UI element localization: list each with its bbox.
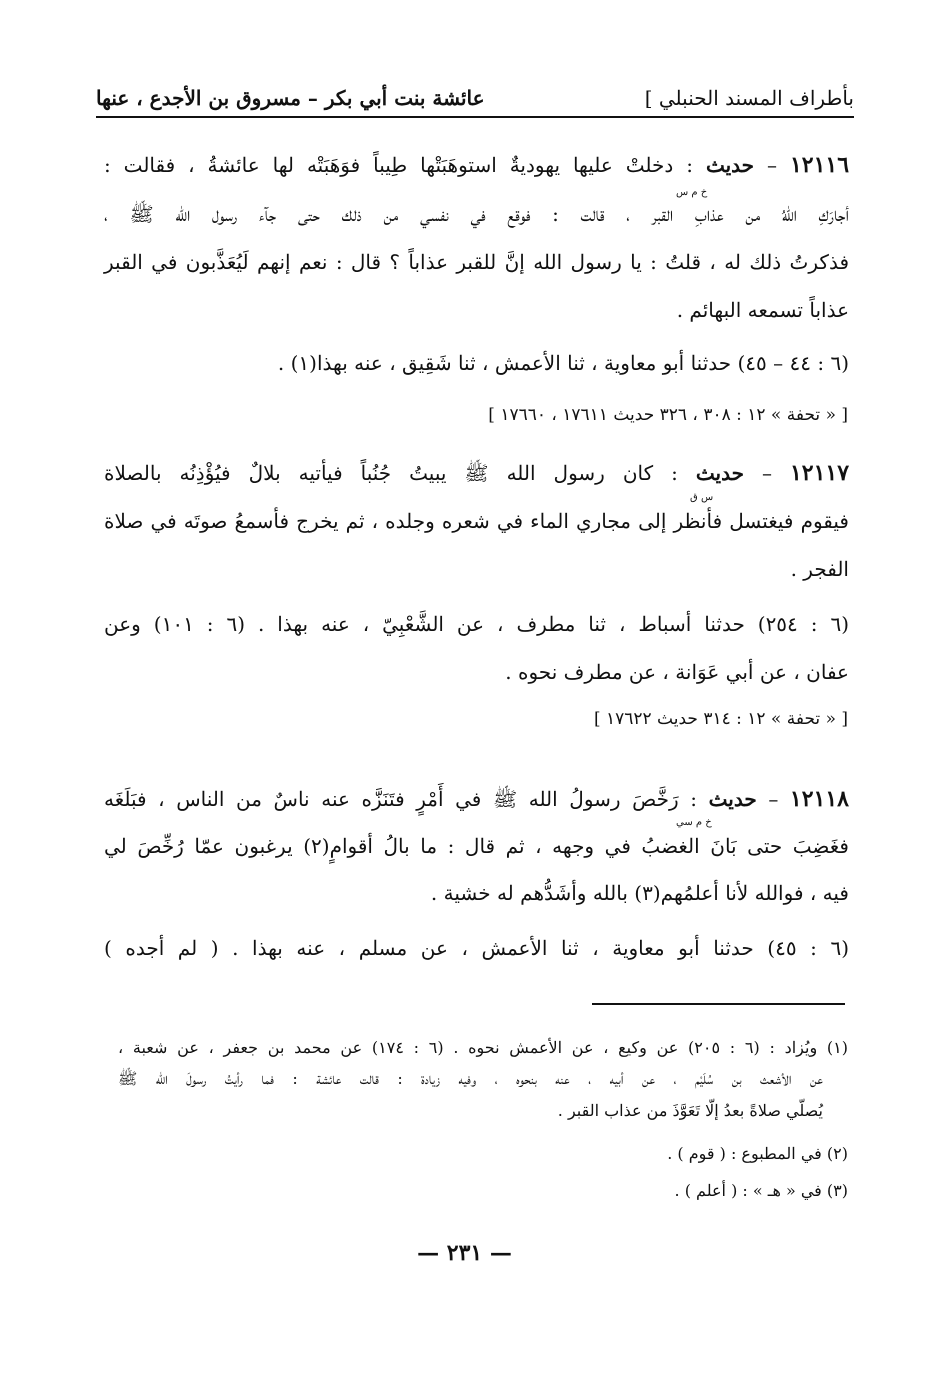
hadith-text: : دخلتْ عليها يهوديةٌ استوهَبَتْها طِيباً فوَهَبَتْه لها عائشةُ ، فقالت :	[104, 153, 693, 177]
book-title: بأطراف المسند الحنبلي ]	[644, 86, 854, 110]
footnote-separator	[592, 1003, 845, 1005]
hadith-text: : كان رسول الله ﷺ يبيتُ جُنُباً فيأتيه بلالٌ فيُؤْذِنُه بالصلاة	[104, 461, 678, 485]
hadith-dash: –	[766, 153, 777, 177]
hadith-text: : رَخَّصَ رسولُ الله ﷺ في أَمْرٍ فتَنَزَّه عنه ناسٌ من الناس ، فبَلَغَه	[104, 787, 698, 811]
tuhfa-reference: [ « تحفة » ١٢ : ٣٠٨ ، ٣٢٦ حديث ١٧٦١١ ، ١٧٦٦٠ ]	[488, 405, 848, 425]
hadith-sigla: خ م س	[676, 187, 708, 198]
hadith-text-line: فيقوم فيغتسل فأنظر إلى مجاري الماء في شعره وجلده ، ثم يخرج فأسمعُ صوتَه في صلاة	[104, 509, 849, 533]
hadith-label: حديث	[705, 153, 755, 177]
isnad-line: (٦ : ٤٥) حدثنا أبو معاوية ، ثنا الأعمش ، عن مسلم ، عنه بهذا . ( لم أجده )	[104, 936, 850, 960]
hadith-text-line: فيه ، فوالله لأنا أعلمُهم(٣) بالله وأشَدُّهم له خشية .	[430, 881, 849, 905]
tuhfa-reference: [ « تحفة » ١٢ : ٣١٤ حديث ١٧٦٢٢ ]	[593, 709, 848, 729]
footnote-1-line: (١) ويُزاد : (٦ : ٢٠٥) عن وكيع ، عن الأعمش نحوه . (٦ : ١٧٤) عن محمد بن جعفر ، عن شعبة ،	[118, 1038, 849, 1057]
hadith-sigla: س ق	[690, 492, 714, 503]
running-header	[96, 78, 854, 118]
hadith-dash: –	[761, 461, 772, 485]
isnad-line: (٦ : ٤٤ – ٤٥) حدثنا أبو معاوية ، ثنا الأعمش ، ثنا شَقِيق ، عنه بهذا(١) .	[277, 351, 849, 375]
footnote-3: (٣) في « هـ » : ( أعلم ) .	[674, 1181, 848, 1200]
hadith-dash: –	[768, 787, 779, 811]
footnote-1-line: عن الأشعث بن سُلَيْم ، عن أبيه ، عنه بنحوه ، وفيه زيادة : قالت عائشة : فما رأيتُ رسولَ الله ﷺ	[118, 1069, 823, 1088]
hadith-text-line: أجارَكِ اللهُ من عذابِ القبر ، قالت : فوقع في نفسي من ذلك حتى جآء رسول الله ﷺ ،	[104, 202, 849, 226]
hadith-text-line: الفجر .	[790, 557, 849, 581]
hadith-number: ١٢١١٦	[789, 152, 850, 178]
hadith-12118-line-1	[104, 786, 849, 812]
hadith-number: ١٢١١٨	[789, 786, 849, 812]
hadith-12117-line-1	[104, 460, 849, 486]
isnad-line: (٦ : ٢٥٤) حدثنا أسباط ، ثنا مطرف ، عن الشَّعْبِيّ ، عنه بهذا . (٦ : ١٠١) وعن	[104, 612, 850, 636]
hadith-text-line: فذكرتُ ذلك له ، قلتُ : يا رسول الله إنَّ للقبر عذاباً ؟ قال : نعم إنهم لَيُعَذَّبون في القبر	[104, 250, 849, 274]
hadith-number: ١٢١١٧	[789, 460, 850, 486]
hadith-text-line: عذاباً تسمعه البهائم .	[676, 298, 849, 322]
footnote-1-line: يُصلّي صلاةً بعدُ إلّا تَعَوَّذَ من عذاب القبر .	[557, 1101, 823, 1120]
hadith-sigla: خ م سي	[676, 817, 712, 828]
hadith-label: حديث	[708, 787, 757, 811]
hadith-12116-line-1	[104, 152, 849, 178]
page-number: — ٢٣١ —	[417, 1240, 512, 1266]
isnad-line: عفان ، عن أبي عَوَانة ، عن مطرف نحوه .	[505, 660, 849, 684]
section-title: عائشة بنت أبي بكر – مسروق بن الأجدع ، عنها	[96, 86, 485, 110]
hadith-label: حديث	[695, 461, 744, 485]
hadith-text-line: فغَضِبَ حتى بَانَ الغضبُ في وجهه ، ثم قال : ما بالُ أقوامٍ(٢) يرغبون عمّا رُخِّصَ لي	[104, 834, 849, 858]
footnote-2: (٢) في المطبوع : ( قوم ) .	[667, 1144, 848, 1163]
